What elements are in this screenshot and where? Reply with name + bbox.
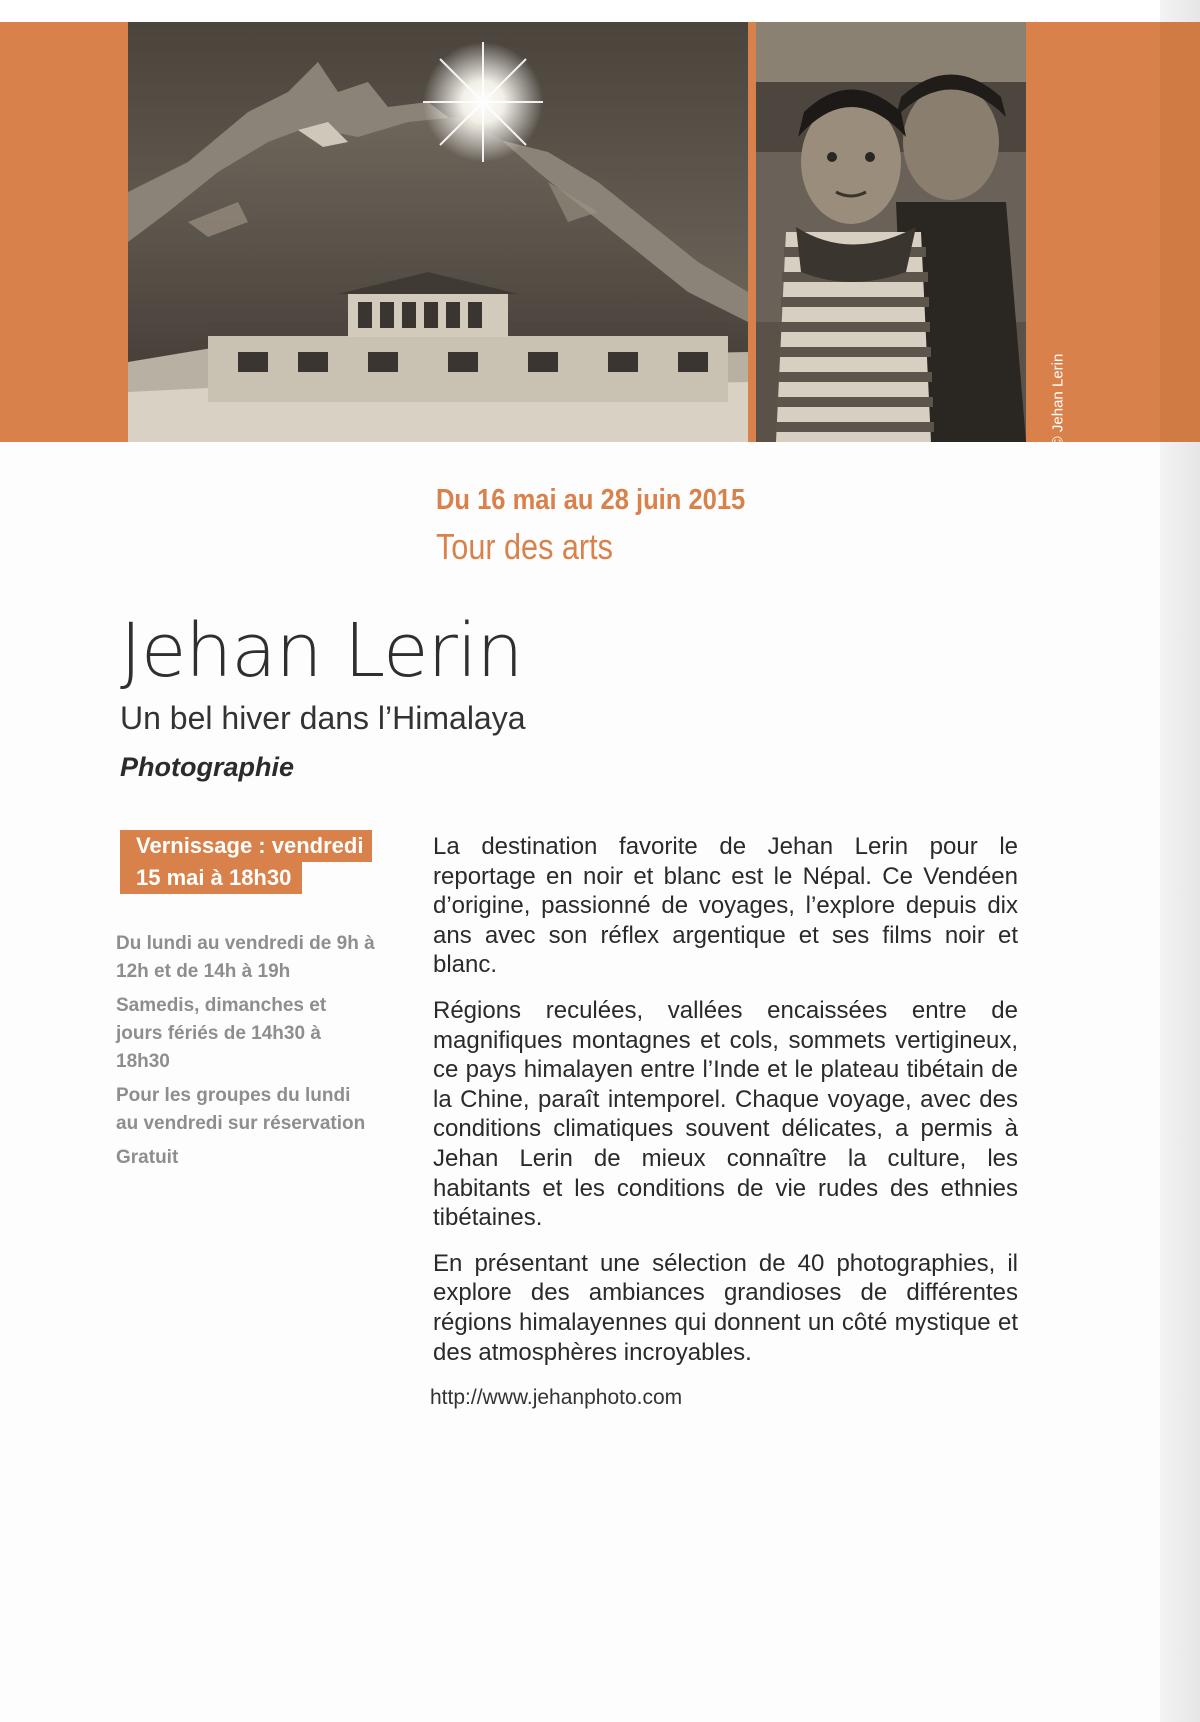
opening-line-2: 15 mai à 18h30 <box>120 862 302 894</box>
schedule-weekdays: Du lundi au vendredi de 9h à 12h et de 14h à 19h <box>116 933 375 982</box>
photo-credit-text: © Jehan Lerin <box>1049 353 1067 448</box>
event-dates: Du 16 mai au 28 juin 2015 <box>436 484 746 516</box>
exhibition-genre: Photographie <box>120 752 294 782</box>
schedule-groups: Pour les groupes du lundi au vendredi sur réservation <box>116 1085 366 1134</box>
schedule-price: Gratuit <box>116 1147 179 1168</box>
children-portrait-photo <box>756 22 1026 442</box>
exhibition-title: Un bel hiver dans l’Himalaya <box>120 700 526 736</box>
opening-badge <box>120 830 372 894</box>
photo-credit <box>1040 22 1076 448</box>
description <box>433 832 1018 1383</box>
event-venue: Tour des arts <box>436 526 613 567</box>
top-margin <box>0 0 1160 22</box>
mountain-lodge-photo <box>128 22 748 442</box>
description-paragraph-2: Régions reculées, vallées encaissées entre de magnifiques montagnes et cols, sommets vertigineux, ce pays himalayen entre l’Inde et le plateau tibétain de la Chine, paraît intemporel. Chaque voyage, avec des conditions climatiques souvent délicates, a permis à Jehan Lerin de mieux connaître la culture, les habitants et les conditions de vie rudes des ethnies tibétaines. <box>433 996 1018 1232</box>
schedule-weekends: Samedis, dimanches et jours fériés de 14h30 à 18h30 <box>116 995 327 1072</box>
opening-line-1: Vernissage : vendredi <box>120 830 372 862</box>
description-paragraph-1: La destination favorite de Jehan Lerin pour le reportage en noir et blanc est le Népal. Ce Vendéen d’origine, passionné de voyages, l’explore depuis dix ans avec son réflex argentique et ses films noir et blanc. <box>433 833 1018 979</box>
description-paragraph-3: En présentant une sélection de 40 photographies, il explore des ambiances grandioses de différentes régions himalayennes qui donnent un côté mystique et des atmosphères incroyables. <box>433 1249 1018 1366</box>
website-link[interactable]: http://www.jehanphoto.com <box>430 1386 683 1409</box>
artist-name: Jehan Lerin <box>120 608 523 694</box>
page-edge-band <box>1160 22 1200 442</box>
opening-hours <box>116 930 376 1178</box>
